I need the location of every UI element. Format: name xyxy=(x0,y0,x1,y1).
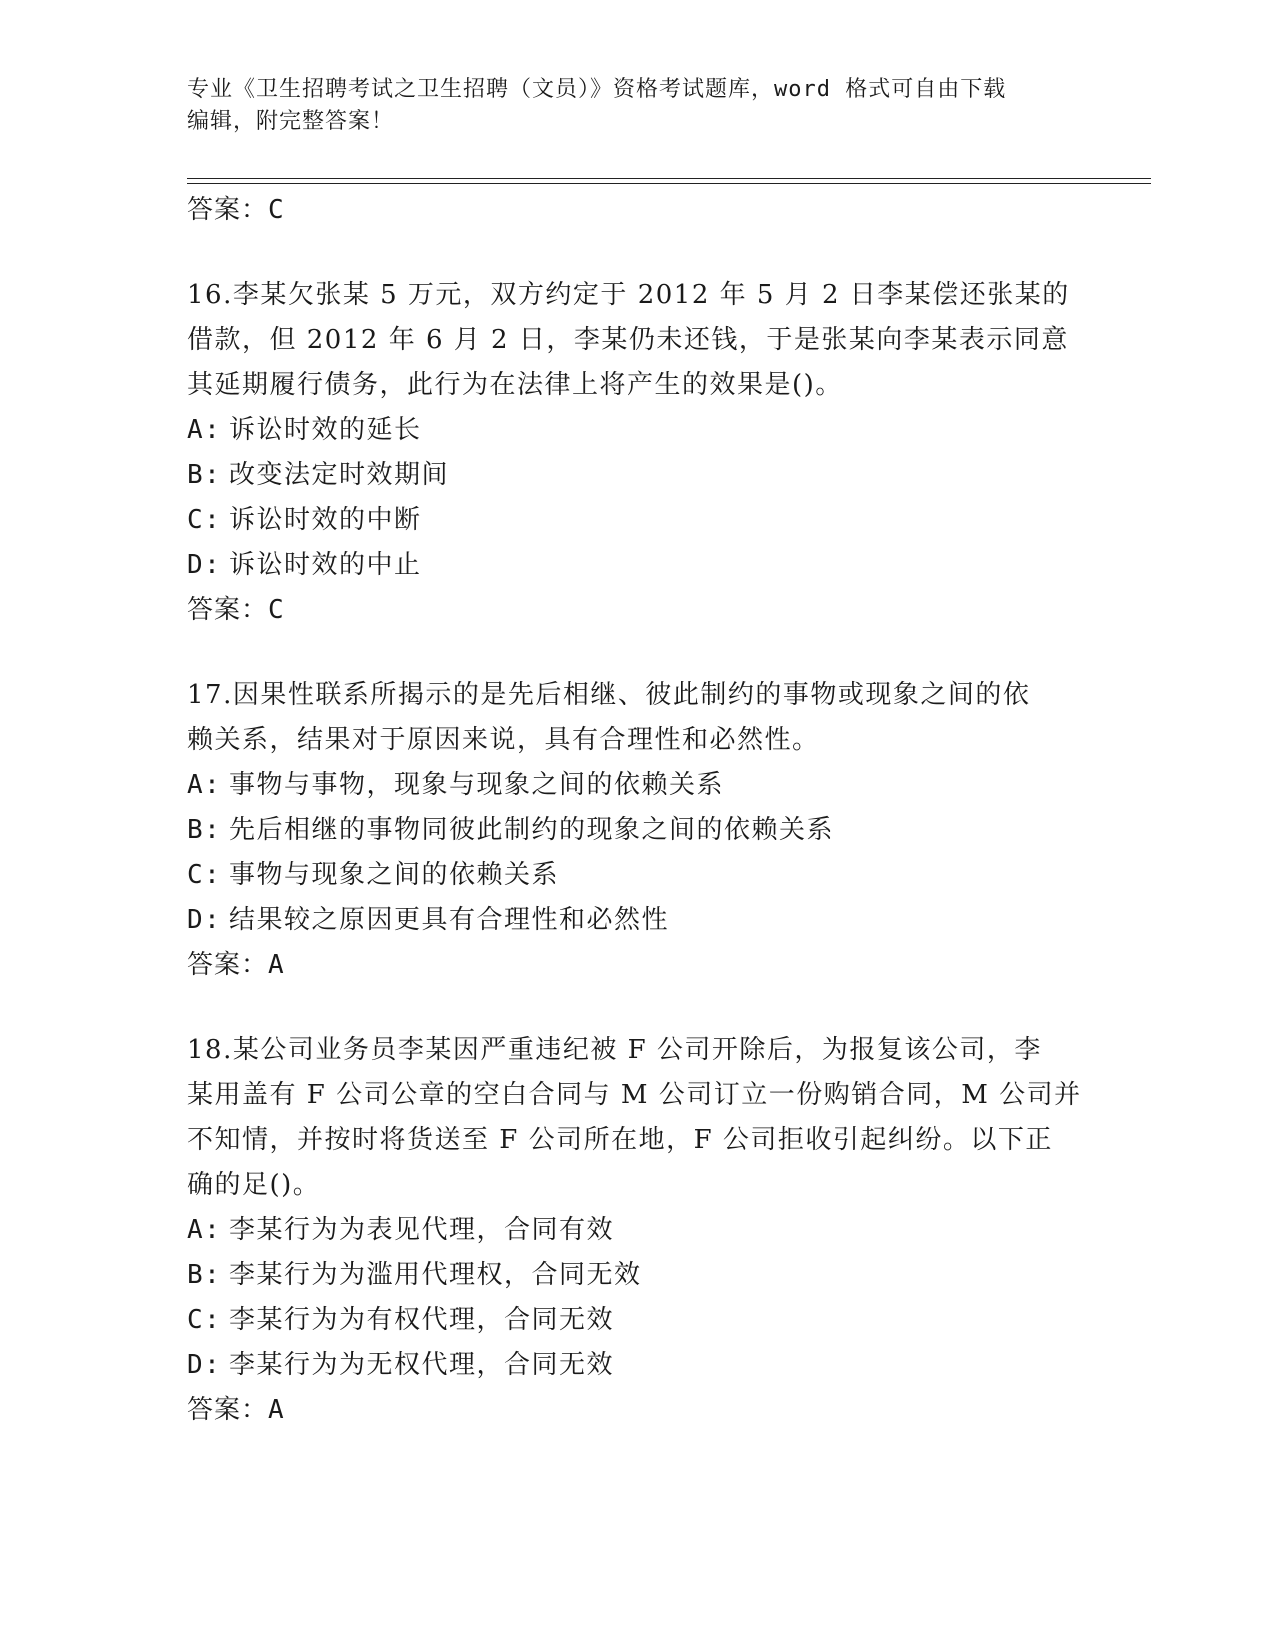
question-18 xyxy=(187,1028,1087,1433)
question-text xyxy=(187,673,1087,718)
option-b xyxy=(187,1253,1087,1298)
option-a xyxy=(187,408,1087,453)
option-c xyxy=(187,853,1087,898)
question-line: 不知情，并按时将货送至 F 公司所在地，F 公司拒收引起纠纷。以下正 xyxy=(187,1125,1053,1155)
answer-value: C xyxy=(268,195,285,225)
option-b xyxy=(187,453,1087,498)
answer-18 xyxy=(187,1388,1087,1433)
option-text: 事物与事物，现象与现象之间的依赖关系 xyxy=(229,770,725,800)
option-letter: C: xyxy=(187,860,222,890)
option-text: 先后相继的事物同彼此制约的现象之间的依赖关系 xyxy=(229,815,835,845)
option-letter: A: xyxy=(187,770,222,800)
option-text: 诉讼时效的延长 xyxy=(229,415,422,445)
option-a xyxy=(187,1208,1087,1253)
option-letter: D: xyxy=(187,1350,222,1380)
option-letter: A: xyxy=(187,415,222,445)
answer-17 xyxy=(187,943,1087,988)
option-letter: B: xyxy=(187,460,222,490)
option-letter: A: xyxy=(187,1215,222,1245)
header-rule-top xyxy=(187,178,1151,179)
answer-value: A xyxy=(268,1395,285,1425)
question-line: 借款，但 2012 年 6 月 2 日，李某仍未还钱，于是张某向李某表示同意 xyxy=(187,325,1069,355)
option-text: 诉讼时效的中断 xyxy=(229,505,422,535)
answer-label: 答案： xyxy=(187,1395,269,1425)
option-d xyxy=(187,898,1087,943)
option-letter: B: xyxy=(187,1260,222,1290)
question-17 xyxy=(187,673,1087,988)
option-letter: D: xyxy=(187,905,222,935)
answer-label: 答案： xyxy=(187,595,269,625)
question-text xyxy=(187,1028,1087,1073)
option-text: 结果较之原因更具有合理性和必然性 xyxy=(229,905,670,935)
question-line: 赖关系，结果对于原因来说，具有合理性和必然性。 xyxy=(187,725,820,755)
answer-value: C xyxy=(268,595,285,625)
option-text: 李某行为为表见代理，合同有效 xyxy=(229,1215,615,1245)
option-letter: C: xyxy=(187,1305,222,1335)
answer-16 xyxy=(187,588,1087,633)
question-line: 李某欠张某 5 万元，双方约定于 2012 年 5 月 2 日李某偿还张某的 xyxy=(232,280,1070,310)
option-text: 诉讼时效的中止 xyxy=(229,550,422,580)
option-d xyxy=(187,1343,1087,1388)
option-a xyxy=(187,763,1087,808)
option-text: 事物与现象之间的依赖关系 xyxy=(229,860,560,890)
answer-label: 答案： xyxy=(187,195,269,225)
question-line: 某公司业务员李某因严重违纪被 F 公司开除后，为报复该公司，李 xyxy=(232,1035,1042,1065)
option-c xyxy=(187,1298,1087,1343)
question-line: 确的足()。 xyxy=(187,1170,321,1200)
question-16 xyxy=(187,273,1087,633)
option-letter: D: xyxy=(187,550,222,580)
question-list xyxy=(187,188,1087,1433)
option-d xyxy=(187,543,1087,588)
page-header xyxy=(187,74,1067,138)
question-text xyxy=(187,273,1087,318)
option-text: 李某行为为无权代理，合同无效 xyxy=(229,1350,615,1380)
header-line-1: 专业《卫生招聘考试之卫生招聘（文员）》资格考试题库，word 格式可自由下载 xyxy=(187,77,1007,102)
header-line-2: 编辑，附完整答案！ xyxy=(187,109,395,134)
answer-label: 答案： xyxy=(187,950,269,980)
header-rule-bottom xyxy=(187,183,1151,184)
question-number: 16. xyxy=(187,280,233,310)
question-line: 因果性联系所揭示的是先后相继、彼此制约的事物或现象之间的依 xyxy=(232,680,1031,710)
question-line: 其延期履行债务，此行为在法律上将产生的效果是()。 xyxy=(187,370,843,400)
option-letter: C: xyxy=(187,505,222,535)
option-text: 李某行为为滥用代理权，合同无效 xyxy=(229,1260,642,1290)
question-number: 18. xyxy=(187,1035,233,1065)
option-b xyxy=(187,808,1087,853)
previous-answer xyxy=(187,188,1087,233)
option-text: 李某行为为有权代理，合同无效 xyxy=(229,1305,615,1335)
question-line: 某用盖有 F 公司公章的空白合同与 M 公司订立一份购销合同，M 公司并 xyxy=(187,1080,1082,1110)
option-letter: B: xyxy=(187,815,222,845)
option-text: 改变法定时效期间 xyxy=(229,460,450,490)
answer-value: A xyxy=(268,950,285,980)
question-number: 17. xyxy=(187,680,233,710)
option-c xyxy=(187,498,1087,543)
